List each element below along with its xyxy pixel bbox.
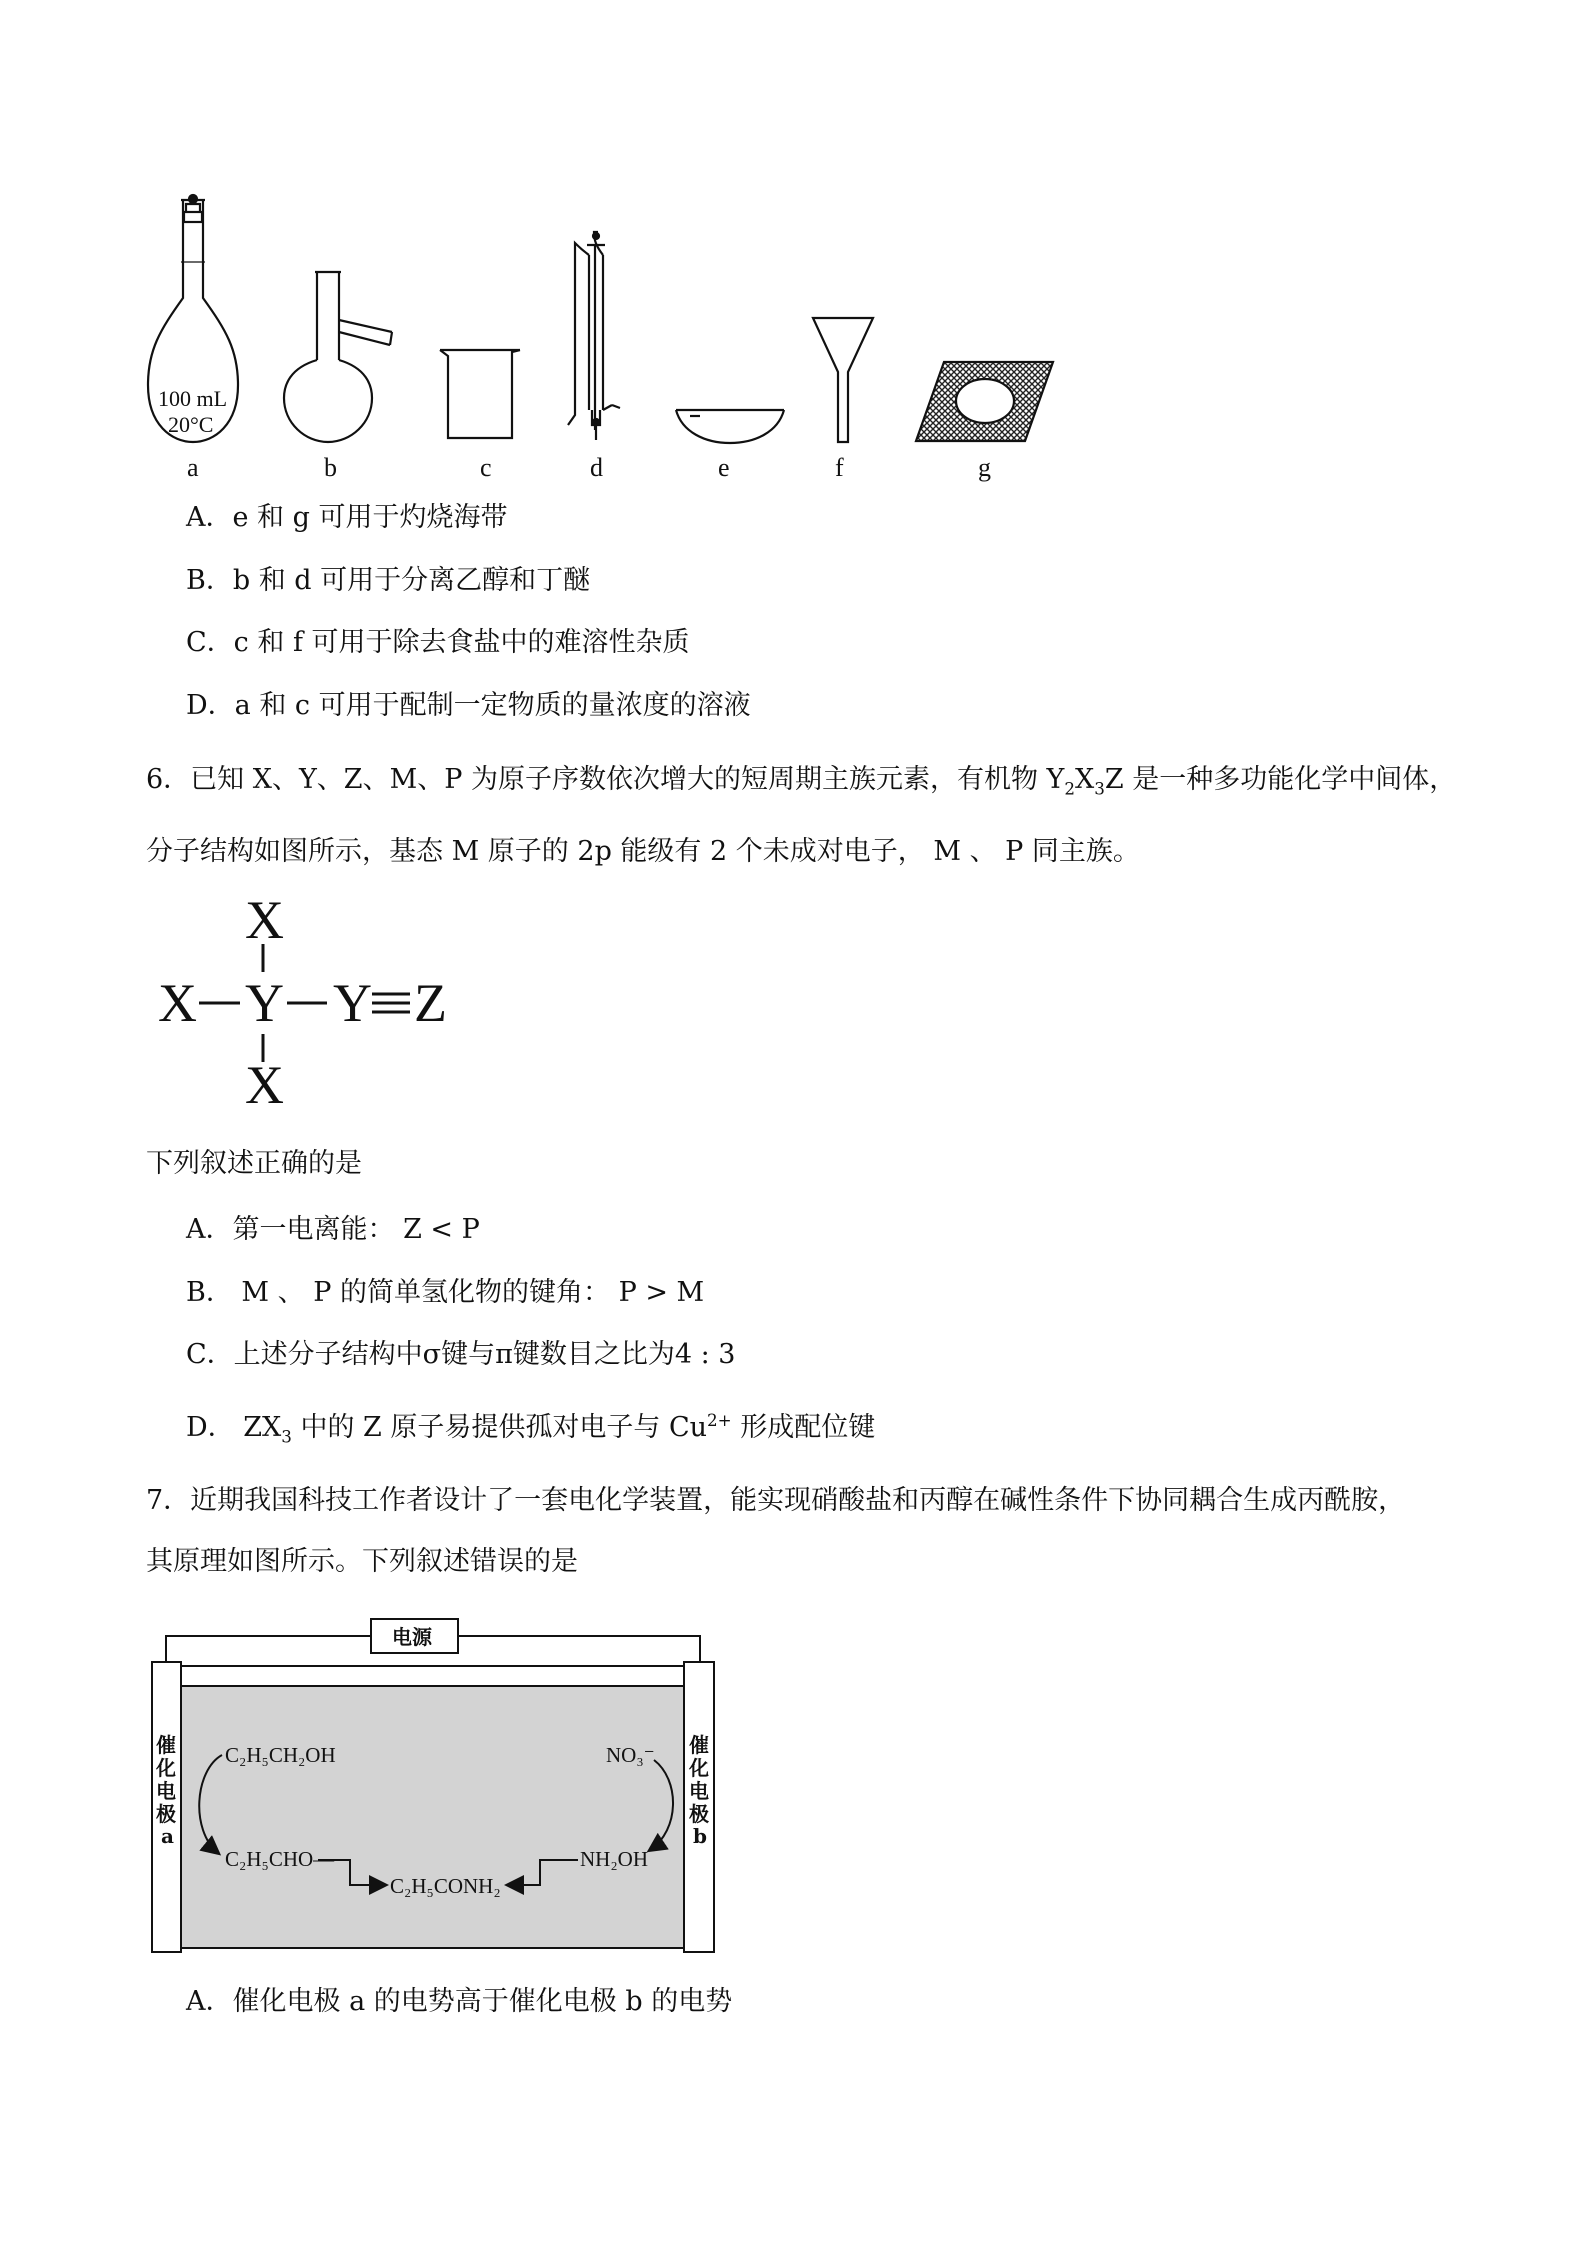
hydroxylamine-label: NH₂OH [580,1847,648,1871]
svg-text:极: 极 [689,1802,709,1826]
electrolyte-region [181,1686,684,1948]
power-supply-label: 电源 [392,1625,432,1649]
q6-option-b: B． M 、 P 的简单氢化物的键角： P > M [186,1277,705,1308]
q5-option-c: C．c 和 f 可用于除去食盐中的难溶性杂质 [186,627,690,658]
svg-text:催: 催 [689,1733,709,1757]
svg-text:电: 电 [156,1779,176,1803]
svg-text:电: 电 [689,1779,709,1803]
propanal-label: C₂H₅CHO— [225,1847,335,1871]
nitrate-label: NO₃⁻ [606,1743,655,1767]
q6-option-d: D． $ZX_3$ 中的 Z 原子易提供孤对电子与 $Cu^{2+}$ 形成配位键 [186,1410,876,1447]
structure-atom-x-bottom: X [245,1055,284,1115]
q6-stem-line2: 分子结构如图所示，基态 M 原子的 2p 能级有 2 个未成对电子， M 、 P 同主族。 [146,836,1140,867]
q5-option-a: A．e 和 g 可用于灼烧海带 [186,502,508,533]
apparatus-label-c: c [480,453,492,482]
q6-option-a: A．第一电离能： Z < P [186,1214,480,1245]
svg-text:催: 催 [156,1733,176,1757]
apparatus-label-f: f [835,453,844,482]
q5-option-b: B．b 和 d 可用于分离乙醇和丁醚 [186,565,591,596]
q6-stem-line1: 6．已知 X、Y、Z、M、P 为原子序数依次增大的短周期主族元素，有机物 $Y_2X_3Z$ 是一种多功能化学中间体， [146,764,1457,799]
svg-text:化: 化 [156,1756,176,1780]
svg-text:化: 化 [689,1756,709,1780]
apparatus-label-g: g [978,453,991,482]
apparatus-label-d: d [590,453,603,482]
apparatus-label-b: b [324,453,337,482]
structure-atom-z: Z [414,973,447,1033]
q6-option-c: C．上述分子结构中σ键与π键数目之比为4 : 3 [186,1339,736,1370]
q7-stem-line1: 7．近期我国科技工作者设计了一套电化学装置，能实现硝酸盐和丙醇在碱性条件下协同耦合生成丙酰胺， [146,1485,1406,1516]
propanol-label: C₂H₅CH₂OH [225,1743,336,1767]
q5-option-d: D．a 和 c 可用于配制一定物质的量浓度的溶液 [186,690,751,721]
structure-atom-x-top: X [245,890,284,950]
structure-atom-x-left: X [158,973,197,1033]
q7-option-a: A．催化电极 a 的电势高于催化电极 b 的电势 [186,1986,733,2017]
apparatus-label-e: e [718,453,730,482]
flask-temp-label: 20°C [168,412,214,437]
svg-text:b: b [693,1824,707,1848]
propanamide-label: C₂H₅CONH₂ [390,1874,501,1898]
apparatus-label-a: a [187,453,199,482]
svg-text:a: a [161,1824,174,1848]
q7-stem-line2: 其原理如图所示。下列叙述错误的是 [146,1546,578,1577]
structure-atom-y-center: Y [245,973,284,1033]
flask-volume-label: 100 mL [158,386,228,411]
svg-text:极: 极 [156,1802,176,1826]
q6-prompt: 下列叙述正确的是 [146,1148,362,1179]
structure-atom-y-right: Y [333,973,372,1033]
